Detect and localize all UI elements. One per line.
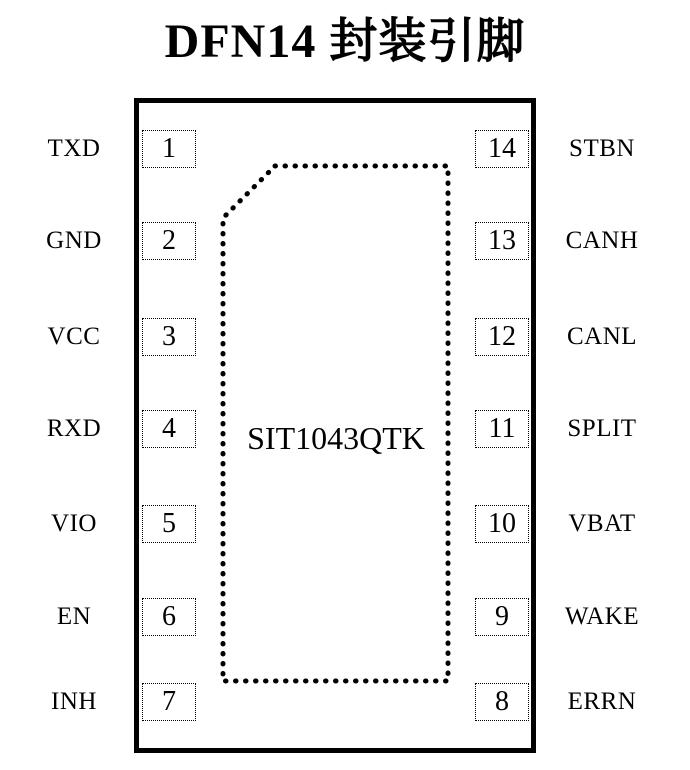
pin-label-rxd: RXD (46, 415, 102, 442)
pin-label-canh: CANH (565, 227, 639, 254)
pin-number-6: 6 (162, 601, 176, 632)
pin-number-1: 1 (162, 133, 176, 164)
pin-label-stbn: STBN (569, 135, 635, 162)
pin-number-7: 7 (162, 686, 176, 717)
pin-label-vbat: VBAT (568, 510, 636, 537)
pin-number-2: 2 (162, 225, 176, 256)
pin-number-4: 4 (162, 413, 176, 444)
pin-label-gnd: GND (46, 227, 102, 254)
pin-number-8: 8 (495, 686, 509, 717)
pin-box-13 (475, 222, 529, 260)
pin-label-errn: ERRN (567, 688, 637, 715)
pin-box-6 (142, 598, 196, 636)
pin-box-2 (142, 222, 196, 260)
pin-box-8 (475, 683, 529, 721)
diagram-title: DFN14 封装引脚 (164, 15, 526, 68)
pin-box-7 (142, 683, 196, 721)
pin-box-3 (142, 318, 196, 356)
pin-number-14: 14 (488, 133, 516, 164)
pin-box-14 (475, 130, 529, 168)
pin-box-9 (475, 598, 529, 636)
pin-label-split: SPLIT (567, 415, 637, 442)
pin-number-13: 13 (488, 225, 516, 256)
pin-label-en: EN (56, 603, 92, 630)
pin-label-vio: VIO (51, 510, 97, 537)
pin-number-11: 11 (488, 413, 516, 444)
pin-number-9: 9 (495, 601, 509, 632)
pin-box-4 (142, 410, 196, 448)
pin-box-1 (142, 130, 196, 168)
chip-name: SIT1043QTK (247, 420, 425, 456)
pin-box-5 (142, 505, 196, 543)
pin-label-wake: WAKE (564, 603, 640, 630)
pin-label-canl: CANL (566, 323, 638, 350)
pin-box-10 (475, 505, 529, 543)
pin-label-inh: INH (51, 688, 97, 715)
pin-box-11 (475, 410, 529, 448)
pin-label-txd: TXD (47, 135, 101, 162)
pin-number-10: 10 (488, 508, 516, 539)
pin-number-3: 3 (162, 321, 176, 352)
pin-number-5: 5 (162, 508, 176, 539)
pin-label-vcc: VCC (47, 323, 101, 350)
pin-box-12 (475, 318, 529, 356)
pin-number-12: 12 (488, 321, 516, 352)
